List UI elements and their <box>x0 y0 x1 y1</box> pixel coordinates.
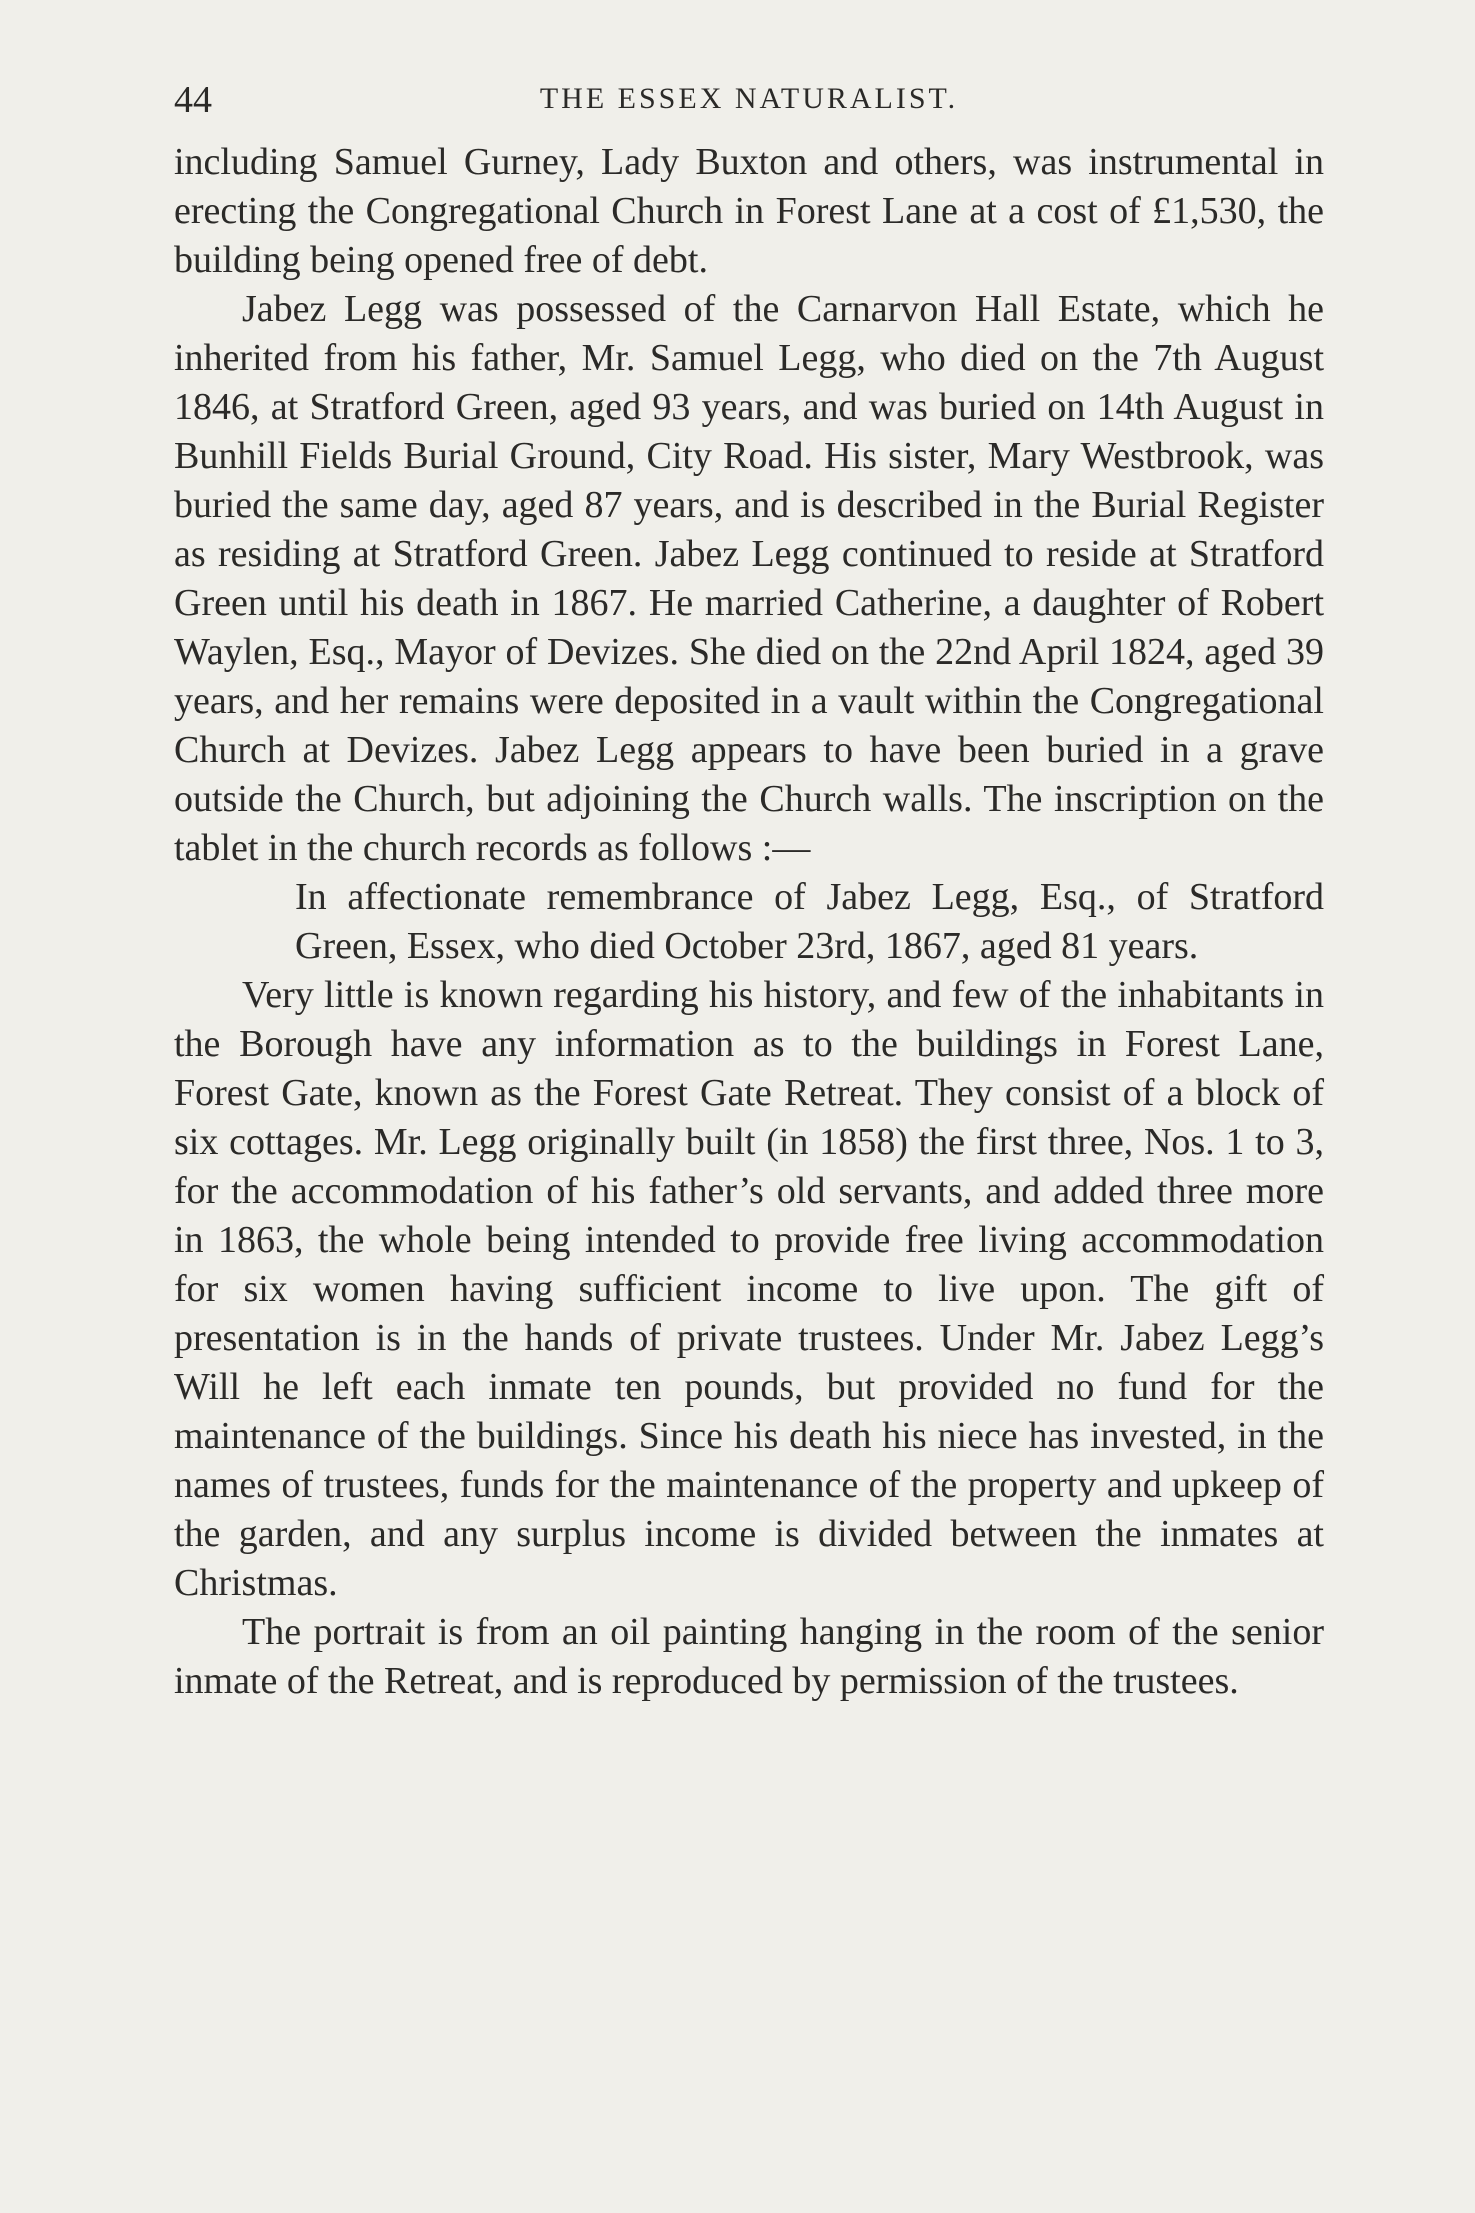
running-title: THE ESSEX NATURALIST. <box>539 82 959 115</box>
page-number: 44 <box>174 79 212 121</box>
paragraph-continuation: including Samuel Gurney, Lady Buxton and others, was instrumental in erecting the Congregational Church in Forest Lane at a cost of £1,530, the building being opened free of debt. <box>174 141 1324 281</box>
page-header <box>174 78 1324 138</box>
page <box>174 78 1324 1706</box>
paragraph-forest-gate-retreat: Very little is known regarding his history, and few of the inhabitants in the Borough have any information as to the buildings in Forest Lane, Forest Gate, known as the Forest Gate Retreat. They consist of a block of six cottages. Mr. Legg originally built (in 1858) the first three, Nos. 1 to 3, for the accommodation of his father’s old servants, and added three more in 1863, the whole being intended to provide free living accommodation for six women having sufficient income to live upon. The gift of presentation is in the hands of private trustees. Under Mr. Jabez Legg’s Will he left each inmate ten pounds, but provided no fund for the maintenance of the buildings. Since his death his niece has invested, in the names of trustees, funds for the maintenance of the property and upkeep of the garden, and any surplus income is divided between the inmates at Christmas. <box>174 974 1324 1604</box>
paragraph-portrait: The portrait is from an oil painting hanging in the room of the senior inmate of the Retreat, and is reproduced by permission of the trustees. <box>174 1611 1324 1702</box>
body-text <box>174 138 1324 1706</box>
inscription-quote: In affectionate remembrance of Jabez Legg, Esq., of Stratford Green, Essex, who died October 23rd, 1867, aged 81 years. <box>295 876 1324 967</box>
paragraph-jabez-legg: Jabez Legg was possessed of the Carnarvon Hall Estate, which he inherited from his father, Mr. Samuel Legg, who died on the 7th August 1846, at Stratford Green, aged 93 years, and was buried on 14th August in Bunhill Fields Burial Ground, City Road. His sister, Mary Westbrook, was buried the same day, aged 87 years, and is described in the Burial Register as residing at Stratford Green. Jabez Legg continued to reside at Stratford Green until his death in 1867. He married Catherine, a daughter of Robert Waylen, Esq., Mayor of Devizes. She died on the 22nd April 1824, aged 39 years, and her remains were deposited in a vault within the Congregational Church at Devizes. Jabez Legg appears to have been buried in a grave outside the Church, but adjoining the Church walls. The inscription on the tablet in the church records as follows :— <box>174 288 1324 869</box>
